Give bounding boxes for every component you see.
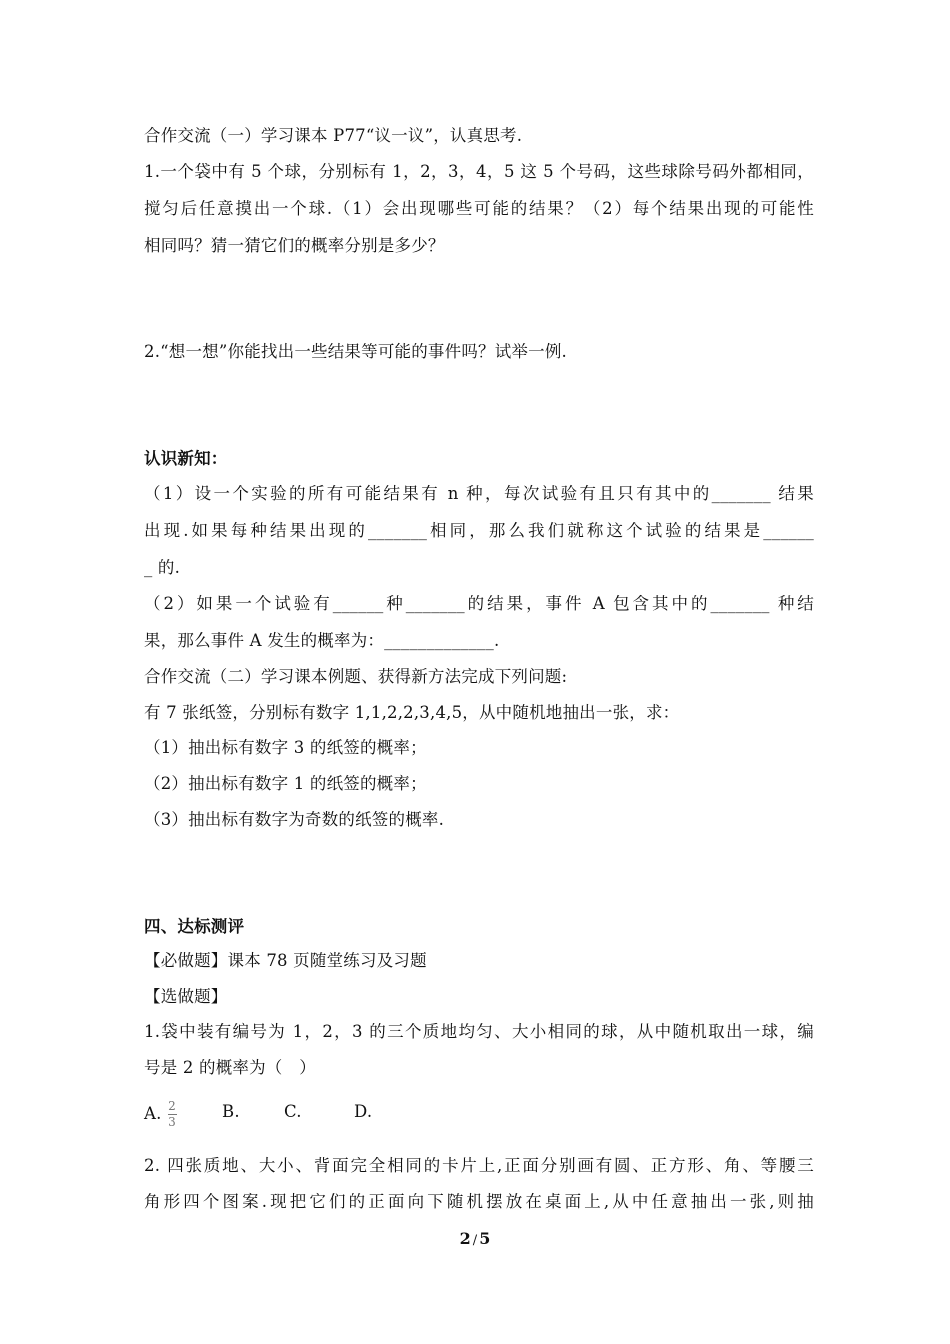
page-separator: / xyxy=(472,1233,478,1248)
required-exercises: 【必做题】课本 78 页随堂练习及习题 xyxy=(144,951,427,970)
assessment-q1-line2: 号是 2 的概率为（ ） xyxy=(144,1058,316,1077)
knowledge-p2-line1: （2）如果一个试验有______种_______的结果，事件 A 包含其中的_______ 种结 xyxy=(144,594,814,613)
section2-item-3: （3）抽出标有数字为奇数的纸签的概率. xyxy=(144,810,445,829)
section2-item-1: （1）抽出标有数字 3 的纸签的概率； xyxy=(144,738,427,757)
option-b-label: B. xyxy=(222,1102,240,1121)
optional-exercises-label: 【选做题】 xyxy=(144,987,228,1006)
fraction-numerator: 2 xyxy=(168,1099,176,1113)
total-pages: 5 xyxy=(479,1229,491,1248)
option-a xyxy=(144,1100,177,1129)
question1-line1: 1.一个袋中有 5 个球，分别标有 1，2，3，4，5 这 5 个号码，这些球除号码外都相同， xyxy=(144,162,814,181)
knowledge-p1-line2: 出现.如果每种结果出现的_______相同，那么我们就称这个试验的结果是______ xyxy=(144,521,814,540)
section2-heading: 合作交流（二）学习课本例题、获得新方法完成下列问题: xyxy=(144,667,568,686)
knowledge-p1-line3: _ 的. xyxy=(144,558,181,577)
question2: 2.“想一想”你能找出一些结果等可能的事件吗？试举一例. xyxy=(144,342,567,361)
question1-line3: 相同吗？猜一猜它们的概率分别是多少？ xyxy=(144,236,445,255)
knowledge-p1-line1: （1）设一个实验的所有可能结果有 n 种，每次试验有且只有其中的_______ 结果 xyxy=(144,484,814,503)
new-knowledge-heading: 认识新知： xyxy=(144,449,228,468)
current-page: 2 xyxy=(459,1229,471,1248)
option-a-fraction xyxy=(168,1100,177,1129)
knowledge-p2-line2: 果，那么事件 A 发生的概率为：_____________. xyxy=(144,631,500,650)
page-number xyxy=(0,1228,950,1252)
assessment-q2-line2: 角形四个图案.现把它们的正面向下随机摆放在桌面上,从中任意抽出一张,则抽 xyxy=(144,1192,814,1211)
option-c-label: C. xyxy=(284,1102,302,1121)
assessment-q2-line1: 2. 四张质地、大小、背面完全相同的卡片上,正面分别画有圆、正方形、角、等腰三 xyxy=(144,1156,814,1175)
option-a-label: A. xyxy=(144,1104,162,1123)
question1-line2: 搅匀后任意摸出一个球.（1）会出现哪些可能的结果？（2）每个结果出现的可能性 xyxy=(144,199,814,218)
section1-heading: 合作交流（一）学习课本 P77“议一议”，认真思考. xyxy=(144,126,523,145)
option-d-label: D. xyxy=(354,1102,373,1121)
assessment-heading: 四、达标测评 xyxy=(144,917,245,936)
section2-intro: 有 7 张纸签，分别标有数字 1,1,2,2,3,4,5，从中随机地抽出一张，求： xyxy=(144,703,680,722)
assessment-q1-line1: 1.袋中装有编号为 1，2，3 的三个质地均匀、大小相同的球，从中随机取出一球，编 xyxy=(144,1022,814,1041)
section2-item-2: （2）抽出标有数字 1 的纸签的概率； xyxy=(144,774,427,793)
answer-options xyxy=(144,1098,814,1138)
fraction-denominator: 3 xyxy=(168,1115,176,1129)
